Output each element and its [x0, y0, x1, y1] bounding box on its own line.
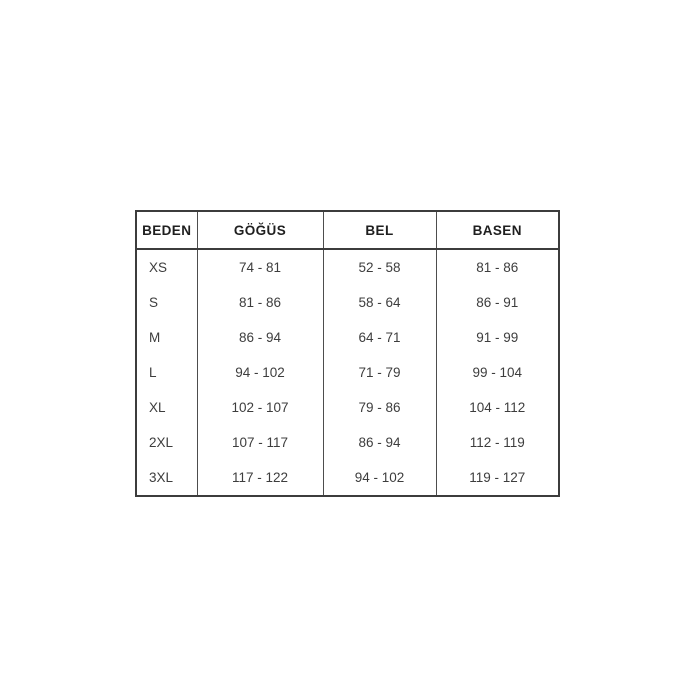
size-cell: 3XL [136, 460, 197, 496]
chest-cell: 86 - 94 [197, 320, 323, 355]
header-bel: BEL [323, 211, 436, 249]
table-row [136, 249, 559, 285]
hips-cell: 112 - 119 [436, 425, 559, 460]
table-row [136, 355, 559, 390]
chest-cell: 107 - 117 [197, 425, 323, 460]
waist-cell: 64 - 71 [323, 320, 436, 355]
size-cell: XS [136, 249, 197, 285]
header-gogus: GÖĞÜS [197, 211, 323, 249]
chest-cell: 74 - 81 [197, 249, 323, 285]
table-row [136, 390, 559, 425]
header-basen: BASEN [436, 211, 559, 249]
table-row [136, 460, 559, 496]
size-cell: 2XL [136, 425, 197, 460]
hips-cell: 104 - 112 [436, 390, 559, 425]
header-beden: BEDEN [136, 211, 197, 249]
chest-cell: 81 - 86 [197, 285, 323, 320]
hips-cell: 81 - 86 [436, 249, 559, 285]
waist-cell: 86 - 94 [323, 425, 436, 460]
waist-cell: 58 - 64 [323, 285, 436, 320]
size-cell: M [136, 320, 197, 355]
waist-cell: 71 - 79 [323, 355, 436, 390]
size-cell: XL [136, 390, 197, 425]
waist-cell: 52 - 58 [323, 249, 436, 285]
hips-cell: 119 - 127 [436, 460, 559, 496]
hips-cell: 99 - 104 [436, 355, 559, 390]
size-cell: L [136, 355, 197, 390]
chest-cell: 117 - 122 [197, 460, 323, 496]
header-row [136, 211, 559, 249]
waist-cell: 94 - 102 [323, 460, 436, 496]
hips-cell: 86 - 91 [436, 285, 559, 320]
chest-cell: 102 - 107 [197, 390, 323, 425]
table-row [136, 285, 559, 320]
size-cell: S [136, 285, 197, 320]
chest-cell: 94 - 102 [197, 355, 323, 390]
waist-cell: 79 - 86 [323, 390, 436, 425]
size-chart-table [135, 210, 560, 497]
table-row [136, 425, 559, 460]
table-row [136, 320, 559, 355]
hips-cell: 91 - 99 [436, 320, 559, 355]
